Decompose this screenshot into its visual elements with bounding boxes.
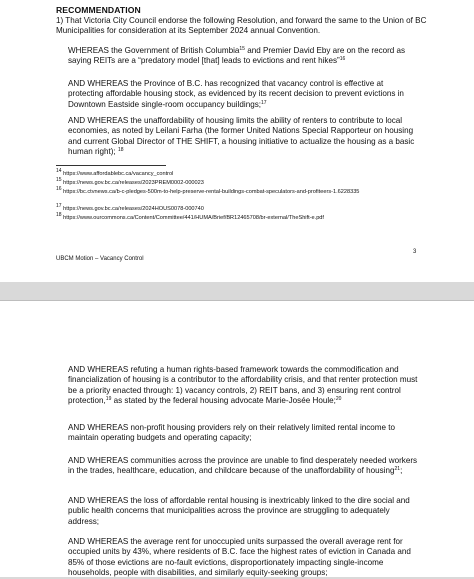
whereas-clause-unaffordability: AND WHEREAS the unaffordability of housing limits the ability of renters to contribute to local economies, as noted by Leilani Farha (the former United Nations Special Rapporteur on housing and current Global Director of THE SHIFT, a housing initiative to actualize the housing as a basic human right); $^{18}$ xyxy=(68,116,415,157)
whereas-clause-bc-government: WHEREAS the Government of British Columbia$^{15}$ and Premier David Eby are on the record as saying REITs are a “predatory model [that] leads to evictions and rent hikes”$^{16}$ xyxy=(68,46,406,66)
document-page-4 xyxy=(0,300,474,577)
footnote-15: $^{15}$ https://news.gov.bc.ca/releases/2023PREM0002-000023 xyxy=(56,177,204,186)
document-page-3 xyxy=(0,0,474,282)
page-footer-title: UBCM Motion – Vacancy Control xyxy=(56,256,144,262)
whereas-clause-vacancy-control: AND WHEREAS the Province of B.C. has recognized that vacancy control is effective at protecting affordable housing stock, as evidenced by its recent decision to prevent evictions in Downtown Eastside single-room occupancy buildings;$^{17}$ xyxy=(68,79,404,109)
recommendation-heading: RECOMMENDATION xyxy=(56,5,141,15)
footnote-18: $^{18}$ https://www.ourcommons.ca/Content/Committee/441/HUMA/Brief/BR12465708/br-external/TheShift-e.pdf xyxy=(56,212,324,221)
whereas-clause-human-rights-framework: AND WHEREAS refuting a human rights-based framework towards the commodification and financialization of housing is a contributor to the affordability crisis, and that renter protection must be a priority enacted through: 1) vacancy controls, 2) REIT bans, and 3) ensuring rent control protection,$^{19}$ as stated by the federal housing advocate Marie-Josée Houle;$^{20}$ xyxy=(68,365,418,406)
whereas-clause-public-health: AND WHEREAS the loss of affordable rental housing is inextricably linked to the dire social and public health concerns that municipalities across the province are struggling to adequately address; xyxy=(68,496,410,526)
footnote-divider xyxy=(56,165,166,166)
whereas-clause-non-profit-providers: AND WHEREAS non-profit housing providers rely on their relatively limited rental income to maintain operating budgets and operating capacity; xyxy=(68,423,396,443)
footnote-link[interactable]: https://www.ourcommons.ca/Content/Committee/441/HUMA/Brief/BR12465708/br-external/TheShift-e.pdf xyxy=(61,215,324,221)
whereas-clause-workers: AND WHEREAS communities across the province are unable to find desperately needed workers in the trades, healthcare, education, and childcare because of the unaffordability of housing$^{21}$; xyxy=(68,456,418,476)
footnote-16: $^{16}$ https://bc.ctvnews.ca/b-c-pledges-500m-to-help-preserve-rental-buildings-combat-speculators-and-profiteers-1.6228335 xyxy=(56,186,360,195)
footnote-link[interactable]: https://news.gov.bc.ca/releases/2023PREM0002-000023 xyxy=(61,180,204,186)
footnote-14: $^{14}$ https://www.affordablebc.ca/vacancy_control xyxy=(56,168,174,177)
footnote-link[interactable]: https://bc.ctvnews.ca/b-c-pledges-500m-to-help-preserve-rental-buildings-combat-speculators-and-profiteers-1.6228335 xyxy=(61,189,360,195)
recommendation-intro: 1) That Victoria City Council endorse the following Resolution, and forward the same to the Union of BC Municipalities for consideration at its September 2024 annual Convention. xyxy=(56,16,427,36)
footnote-link[interactable]: https://news.gov.bc.ca/releases/2024HOUS0078-000740 xyxy=(61,206,204,212)
footnote-link[interactable]: https://www.affordablebc.ca/vacancy_control xyxy=(61,171,174,177)
whereas-clause-average-rent: AND WHEREAS the average rent for unoccupied units surpassed the overall average rent for occupied units by 43%, where residents of B.C. face the highest rates of eviction in Canada and 85% of those evictions are no-fault evictions, disproportionately impacting single-income households, people with disabilities, and similarly equity-seeking groups; xyxy=(68,537,411,578)
page-number: 3 xyxy=(413,249,417,255)
footnote-17: $^{17}$ https://news.gov.bc.ca/releases/2024HOUS0078-000740 xyxy=(56,203,204,212)
